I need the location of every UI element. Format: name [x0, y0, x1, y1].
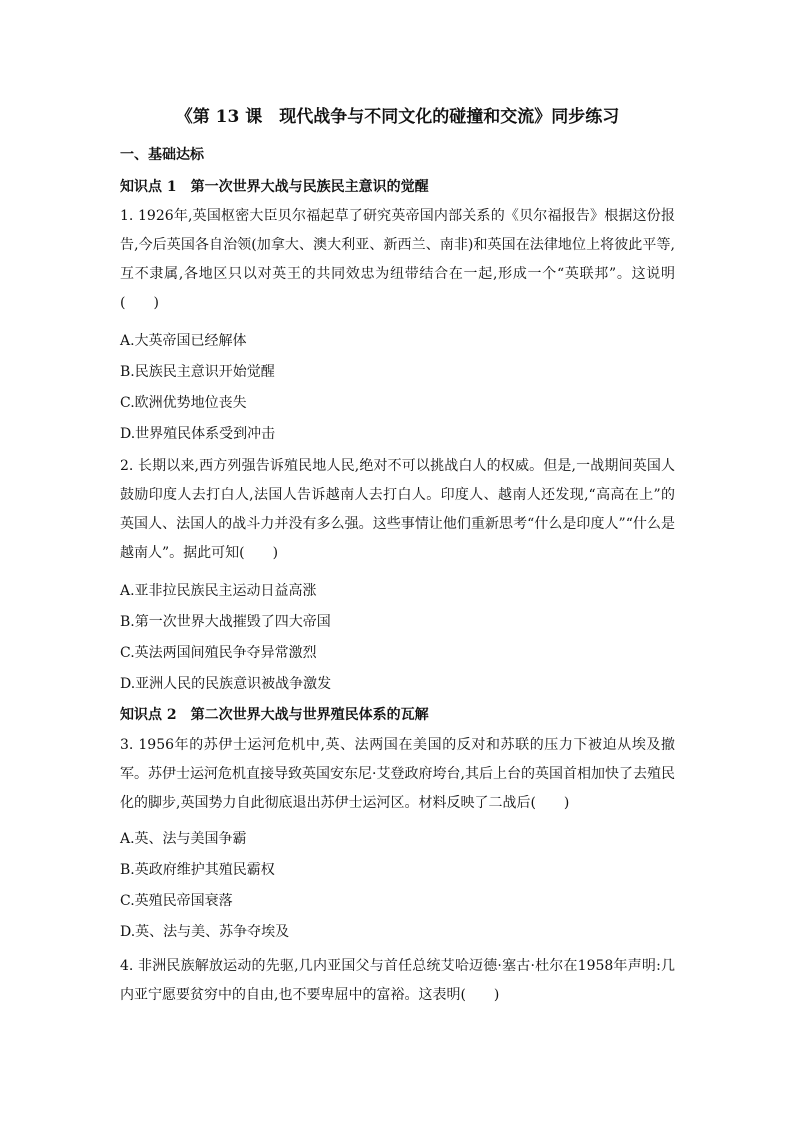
question-4-text: 4. 非洲民族解放运动的先驱,几内亚国父与首任总统艾哈迈德·塞古·杜尔在1958年声明:几内亚宁愿要贫穷中的自由,也不要卑屈中的富裕。这表明( ): [120, 958, 675, 1003]
question-1-text: 1. 1926年,英国枢密大臣贝尔福起草了研究英帝国内部关系的《贝尔福报告》根据这份报告,今后英国各自治领(加拿大、澳大利亚、新西兰、南非)和英国在法律地位上将彼此平等,互不隶属,各地区只以对英王的共同效忠为纽带结合在一起,形成一个“英联邦”。这说明( ): [120, 208, 675, 311]
knowledge-point-1: 知识点 1 第一次世界大战与民族民主意识的觉醒: [120, 179, 429, 195]
question-1-option-a: A.大英帝国已经解体: [120, 333, 247, 349]
knowledge-point-2: 知识点 2 第二次世界大战与世界殖民体系的瓦解: [120, 707, 429, 723]
question-2-option-b: B.第一次世界大战摧毁了四大帝国: [120, 614, 331, 630]
question-2-option-d: D.亚洲人民的民族意识被战争激发: [120, 676, 332, 692]
question-3-option-d: D.英、法与美、苏争夺埃及: [120, 924, 290, 940]
section-heading: 一、基础达标: [120, 147, 204, 163]
question-2-option-a: A.亚非拉民族民主运动日益高涨: [120, 583, 317, 599]
question-2-text: 2. 长期以来,西方列强告诉殖民地人民,绝对不可以挑战白人的权威。但是,一战期间英国人鼓励印度人去打白人,法国人告诉越南人去打白人。印度人、越南人还发现,“高高在上”的英国人、法国人的战斗力并没有多么强。这些事情让他们重新思考“什么是印度人”“什么是越南人”。据此可知( ): [120, 458, 675, 561]
page-title: 《第 13 课 现代战争与不同文化的碰撞和交流》同步练习: [175, 107, 620, 127]
question-3-option-a: A.英、法与美国争霸: [120, 831, 247, 847]
question-3-option-b: B.英政府维护其殖民霸权: [120, 862, 275, 878]
question-3-text: 3. 1956年的苏伊士运河危机中,英、法两国在美国的反对和苏联的压力下被迫从埃及撤军。苏伊士运河危机直接导致英国安东尼·艾登政府垮台,其后上台的英国首相加快了去殖民化的脚步,英国势力自此彻底退出苏伊士运河区。材料反映了二战后( ): [120, 737, 675, 811]
question-1-option-c: C.欧洲优势地位丧失: [120, 395, 247, 411]
question-3-option-c: C.英殖民帝国衰落: [120, 893, 233, 909]
question-1-option-b: B.民族民主意识开始觉醒: [120, 364, 275, 380]
question-1-option-d: D.世界殖民体系受到冲击: [120, 426, 276, 442]
question-2-option-c: C.英法两国间殖民争夺异常激烈: [120, 645, 317, 661]
